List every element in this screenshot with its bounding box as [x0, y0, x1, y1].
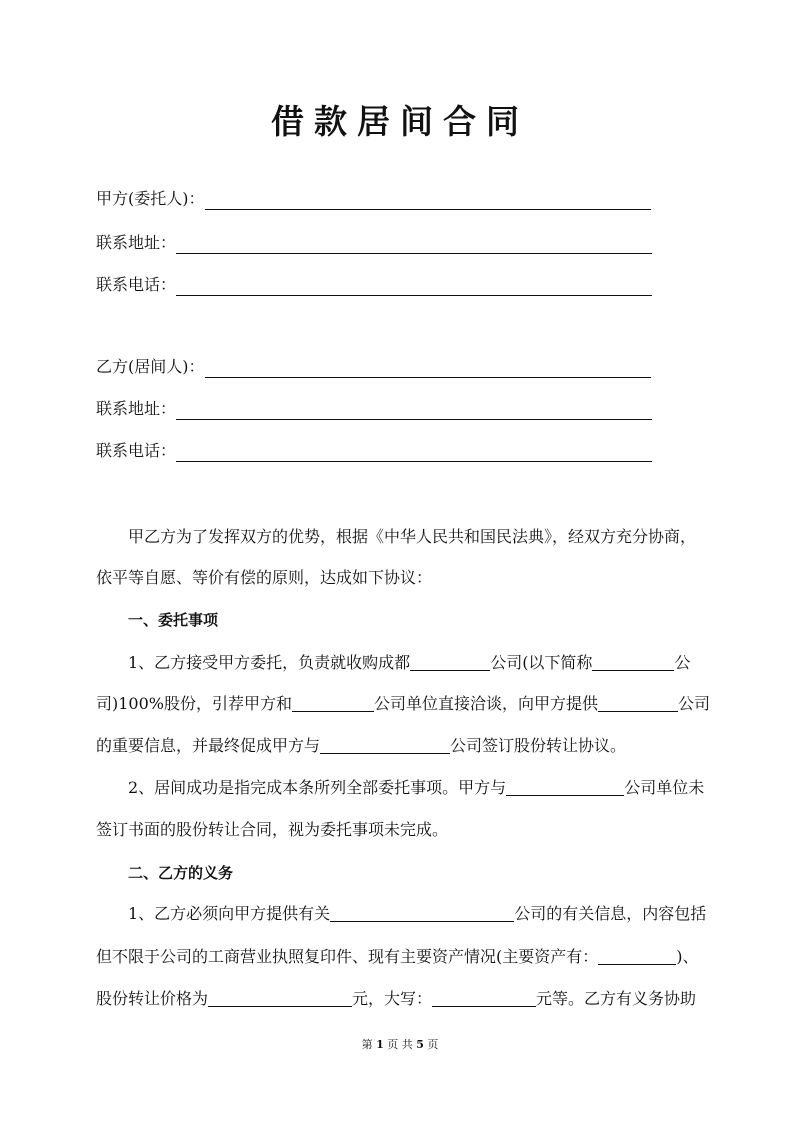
party-a-phone-blank[interactable] — [176, 277, 652, 296]
party-b-address-label: 联系地址： — [96, 399, 177, 418]
s1-item1-text-f: 公司 — [678, 694, 711, 713]
intro-line-2: 依平等自愿、等价有偿的原则，达成如下协议： — [96, 568, 433, 587]
s1-item1-blank-provider[interactable] — [598, 695, 678, 712]
s1-item1-line1 — [128, 652, 736, 674]
party-a-address-label: 联系地址： — [96, 233, 177, 252]
s2-item1-blank-price-capital[interactable] — [432, 990, 536, 1007]
s2-item1-text-c: 但不限于公司的工商营业执照复印件、现有主要资产情况(主要资产有： — [96, 947, 599, 966]
s1-item1-blank-shortname[interactable] — [592, 654, 674, 671]
party-a-address-blank[interactable] — [176, 235, 652, 254]
party-b-blank[interactable] — [205, 359, 651, 378]
party-b-address-blank[interactable] — [176, 401, 652, 420]
s2-item1-text-f: 元，大写： — [352, 989, 433, 1008]
party-b-phone-blank[interactable] — [176, 443, 652, 462]
party-a-address-row — [96, 232, 652, 254]
party-b-phone-label: 联系电话： — [96, 441, 177, 460]
party-b-address-row — [96, 398, 652, 420]
footer-total-pages: 5 — [416, 1038, 424, 1051]
s1-item1-text-d: 司)100%股份，引荐甲方和 — [96, 694, 292, 713]
section-1-heading: 一、委托事项 — [128, 611, 219, 629]
document-title: 借款居间合同 — [271, 102, 529, 141]
s1-item1-text-e: 公司单位直接洽谈，向甲方提供 — [374, 694, 599, 713]
footer-suffix: 页 — [427, 1038, 439, 1051]
party-a-phone-row — [96, 274, 652, 296]
s1-item1-text-h: 公司签订股份转让协议。 — [450, 736, 627, 755]
s2-item1-text-d: )、 — [676, 947, 699, 966]
party-a-row — [96, 188, 651, 210]
party-b-label: 乙方(居间人)： — [96, 357, 205, 376]
s2-item1-blank-assets[interactable] — [598, 948, 676, 965]
s2-item1-line1 — [128, 903, 736, 925]
s1-item1-blank-unit[interactable] — [292, 695, 374, 712]
s2-item1-text-a: 1、乙方必须向甲方提供有关 — [128, 904, 331, 923]
s1-item1-line3 — [96, 735, 704, 757]
s1-item1-line2 — [96, 693, 711, 715]
s1-item1-text-g: 的重要信息，并最终促成甲方与 — [96, 736, 321, 755]
s1-item2-text-a: 2、居间成功是指完成本条所列全部委托事项。甲方与 — [128, 778, 507, 797]
party-a-label: 甲方(委托人)： — [96, 189, 205, 208]
party-b-phone-row — [96, 440, 652, 462]
s1-item1-text-a: 1、乙方接受甲方委托，负责就收购成都 — [128, 653, 411, 672]
s2-item1-text-e: 股份转让价格为 — [96, 989, 209, 1008]
page-footer — [0, 1036, 800, 1052]
s2-item1-text-g: 元等。乙方有义务协助 — [536, 989, 697, 1008]
s1-item1-text-c: 公 — [674, 653, 691, 672]
footer-page-number: 1 — [376, 1038, 384, 1051]
s1-item1-blank-company[interactable] — [410, 654, 490, 671]
party-b-row — [96, 356, 651, 378]
party-a-phone-label: 联系电话： — [96, 275, 177, 294]
s2-item1-line3 — [96, 988, 704, 1010]
s1-item2-line2: 签订书面的股份转让合同，视为委托事项未完成。 — [96, 820, 449, 839]
section-2-heading: 二、乙方的义务 — [128, 864, 234, 882]
s2-item1-text-b: 公司的有关信息，内容包括 — [514, 904, 707, 923]
footer-middle: 页 共 — [387, 1038, 413, 1051]
s1-item2-text-b: 公司单位未 — [624, 778, 705, 797]
s1-item1-blank-signer[interactable] — [320, 737, 450, 754]
party-a-blank[interactable] — [205, 191, 651, 210]
s1-item2-blank-company[interactable] — [506, 779, 624, 796]
s2-item1-line2 — [96, 946, 704, 968]
s2-item1-blank-price[interactable] — [208, 990, 352, 1007]
s1-item2-line1 — [128, 777, 736, 799]
s1-item1-text-b: 公司(以下简称 — [490, 653, 593, 672]
s2-item1-blank-company[interactable] — [330, 905, 514, 922]
footer-prefix: 第 — [361, 1038, 373, 1051]
intro-line-1: 甲乙方为了发挥双方的优势，根据《中华人民共和国民法典》，经双方充分协商， — [128, 527, 697, 546]
